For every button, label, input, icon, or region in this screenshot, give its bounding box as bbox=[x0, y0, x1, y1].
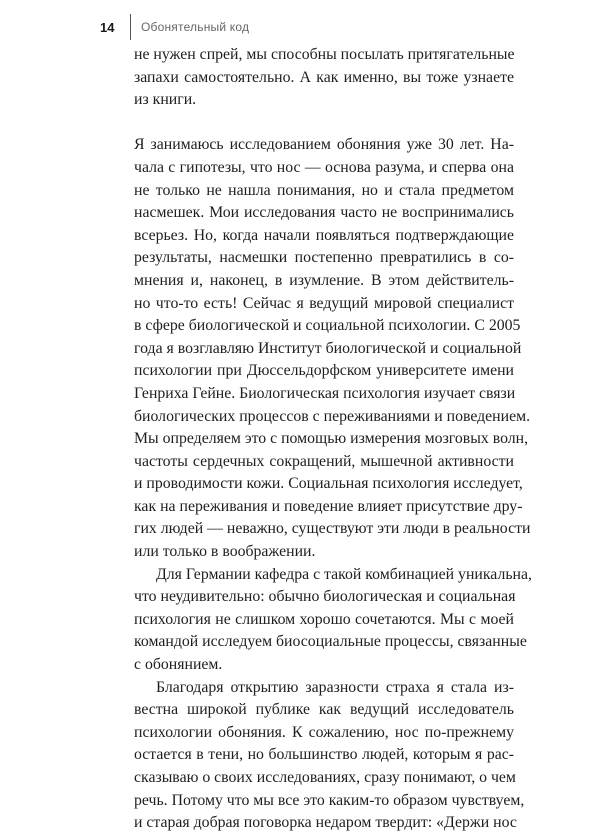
header-divider bbox=[130, 14, 131, 40]
text-line: психологии обоняния. К сожалению, нос по-прежнему bbox=[134, 723, 514, 741]
text-line: не нужен спрей, мы способны посылать притягательные bbox=[134, 46, 515, 63]
text-line: психологии при Дюссельдорфском университете имени bbox=[134, 362, 514, 380]
text-line: в сфере биологической и социальной психологии. С 2005 bbox=[134, 317, 521, 335]
text-line: из книги. bbox=[134, 91, 197, 109]
text-line: гих людей — неважно, существуют эти люди в реальности bbox=[134, 520, 531, 538]
text-line: года я возглавляю Институт биологической и социальной bbox=[134, 339, 522, 357]
text-line: сказываю о своих исследованиях, сразу понимают, о чем bbox=[134, 769, 516, 786]
text-line: результаты, насмешки постепенно превратились в со- bbox=[134, 249, 514, 267]
text-line: командой исследуем биосоциальные процессы, связанные bbox=[134, 633, 527, 651]
paragraph bbox=[134, 44, 514, 112]
text-line: как на переживания и поведение влияет присутствие дру- bbox=[134, 497, 523, 515]
text-line: с обонянием. bbox=[134, 656, 223, 674]
paragraph bbox=[134, 564, 532, 677]
text-line: частоты сердечных сокращений, мышечной активности bbox=[134, 452, 514, 470]
running-head bbox=[100, 14, 249, 40]
text-line: всерьез. Но, когда начали появляться подтверждающие bbox=[134, 226, 514, 244]
book-title: Обонятельный код bbox=[141, 20, 250, 34]
text-line: запахи самостоятельно. А как именно, вы тоже узнаете bbox=[134, 68, 514, 86]
text-line: но что-то есть! Сейчас я ведущий мировой специалист bbox=[134, 294, 514, 312]
text-line: что неудивительно: обычно биологическая и социальная bbox=[134, 588, 516, 606]
paragraph bbox=[134, 677, 525, 835]
text-line: остается в тени, но большинство людей, которым я рас- bbox=[134, 746, 514, 764]
text-line: Благодаря открытию заразности страха я стала из- bbox=[156, 678, 514, 696]
text-line: мнения и, наконец, в изумление. В этом действитель- bbox=[134, 271, 514, 289]
paragraph-gap bbox=[134, 112, 514, 135]
text-line: психология не слишком хорошо сочетаются. Мы с моей bbox=[134, 610, 514, 628]
text-line: вестна широкой публике как ведущий исследователь bbox=[134, 701, 514, 719]
text-line: Я занимаюсь исследованием обоняния уже 30 лет. На- bbox=[134, 136, 514, 154]
text-line: биологических процессов с переживаниями и поведением. bbox=[134, 407, 531, 425]
text-line: насмешек. Мои исследования часто не воспринимались bbox=[134, 204, 514, 222]
text-line: не только не нашла понимания, но и стала предметом bbox=[134, 181, 514, 199]
text-line: Мы определяем это с помощью измерения мозговых волн, bbox=[134, 430, 529, 448]
text-line: и старая добрая поговорка недаром твердит: «Держи нос bbox=[134, 814, 517, 832]
page-number: 14 bbox=[100, 19, 115, 35]
body-text bbox=[134, 44, 532, 835]
text-line: чала с гипотезы, что нос — основа разума, и сперва она bbox=[134, 158, 514, 176]
paragraph bbox=[134, 134, 531, 563]
text-line: или только в воображении. bbox=[134, 543, 316, 561]
text-line: Для Германии кафедра с такой комбинацией уникальна, bbox=[156, 565, 532, 583]
text-line: Генриха Гейне. Биологическая психология изучает связи bbox=[134, 384, 516, 402]
text-line: и проводимости кожи. Социальная психология исследует, bbox=[134, 475, 523, 493]
text-line: речь. Потому что мы все это каким-то образом чувствуем, bbox=[134, 791, 525, 809]
